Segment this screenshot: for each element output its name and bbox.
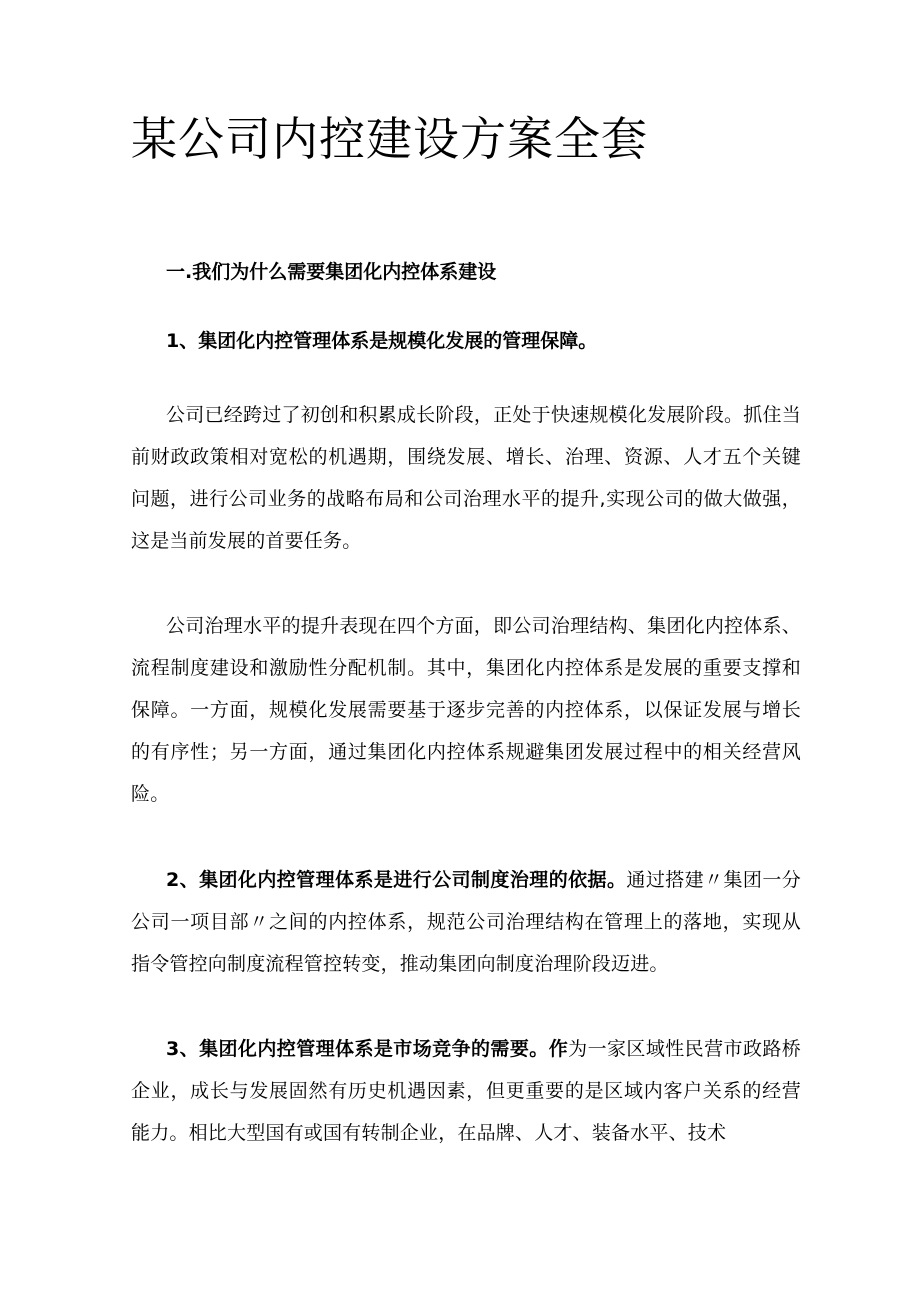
paragraph-2: 公司治理水平的提升表现在四个方面，即公司治理结构、集团化内控体系、流程制度建设和激励性分配机制。其中，集团化内控体系是发展的重要支撑和保障。一方面，规模化发展需要基于逐步完善的内控体系，以保证发展与增长的有序性；另一方面，通过集团化内控体系规避集团发展过程中的相关经营风险。 [131, 615, 801, 805]
point-3-lead: 3、集团化内控管理体系是市场竞争的需要。作 [166, 1038, 569, 1060]
section-heading: 一.我们为什么需要集团化内控体系建设 [166, 261, 497, 283]
document-title: 某公司内控建设方案全套 [131, 112, 648, 166]
point-2-lead: 2、集团化内控管理体系是进行公司制度治理的依据。 [166, 869, 627, 891]
paragraph-1: 公司已经跨过了初创和积累成长阶段，正处于快速规模化发展阶段。抓住当前财政政策相对宽松的机遇期，围绕发展、增长、治理、资源、人才五个关键问题，进行公司业务的战略布局和公司治理水平的提升,实现公司的做大做强，这是当前发展的首要任务。 [131, 404, 801, 552]
point-2-body: 通过搭建〃集团一分公司一项目部〃之间的内控体系，规范公司治理结构在管理上的落地，实现从指令管控向制度流程管控转变，推动集团向制度治理阶段迈进。 [131, 869, 801, 975]
paragraph-point-3 [131, 1028, 801, 1154]
sub-heading-1: 1、集团化内控管理体系是规模化发展的管理保障。 [166, 330, 598, 352]
point-3-body: 为一家区域性民营市政路桥企业，成长与发展固然有历史机遇因素，但更重要的是区域内客户关系的经营能力。相比大型国有或国有转制企业，在品牌、人才、装备水平、技术 [131, 1038, 802, 1144]
paragraph-point-2 [131, 859, 801, 985]
